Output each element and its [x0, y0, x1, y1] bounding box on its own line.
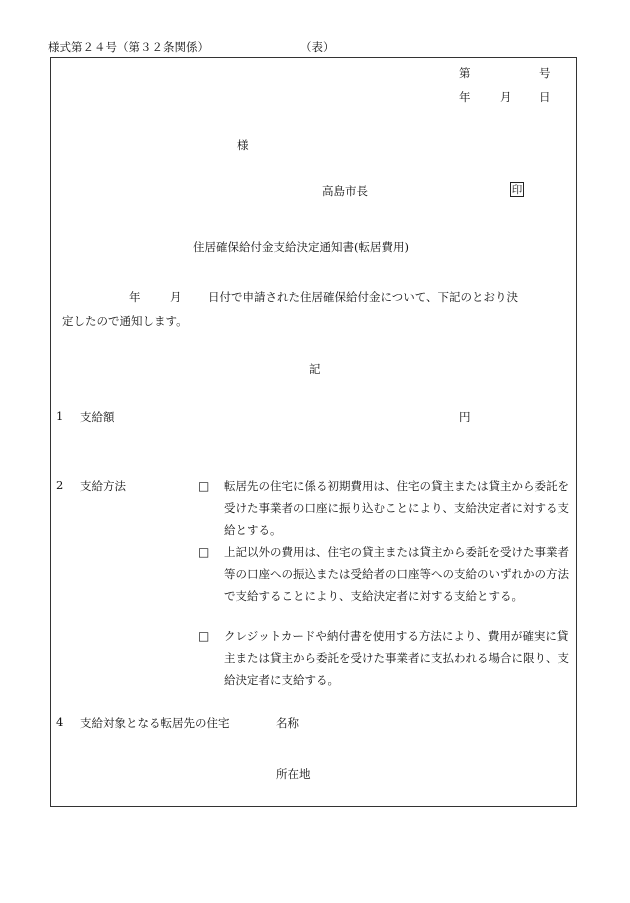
checkbox-icon[interactable]: □ — [198, 545, 210, 559]
checkbox-icon[interactable]: □ — [198, 479, 210, 493]
method-option-2 — [198, 541, 580, 629]
date-year-label: 年 — [459, 90, 471, 104]
intro-text-line1: 日付で申請された住居確保給付金について、下記のとおり決 — [208, 290, 519, 304]
item2-number: 2 — [56, 478, 64, 492]
checkbox-icon[interactable]: □ — [198, 629, 210, 643]
method-option-1 — [198, 475, 580, 541]
intro-month: 月 — [170, 290, 182, 304]
ki-heading: 記 — [309, 362, 321, 376]
doc-number-prefix: 第 — [459, 66, 471, 80]
date-month-label: 月 — [500, 90, 512, 104]
doc-number-suffix: 号 — [539, 66, 551, 80]
form-number-label: 様式第２４号（第３２条関係） — [48, 40, 209, 54]
item1-label: 支給額 — [80, 410, 115, 424]
method-option-text: 上記以外の費用は、住宅の貸主または貸主から委託を受けた事業者等の口座への振込または受給者の口座等への支給のいずれかの方法で支給することにより、支給決定者に対する支給とする。 — [224, 545, 569, 603]
residence-address-label: 所在地 — [276, 767, 311, 781]
form-frame — [50, 57, 577, 807]
intro-text-line2: 定したので通知します。 — [62, 314, 188, 328]
amount-unit: 円 — [459, 410, 471, 424]
sender-name: 高島市長 — [322, 184, 368, 198]
date-day-label: 日 — [539, 90, 551, 104]
front-side-label: （表） — [300, 40, 335, 54]
addressee-honorific: 様 — [237, 138, 249, 152]
residence-name-label: 名称 — [276, 716, 299, 730]
document-title: 住居確保給付金支給決定通知書(転居費用) — [193, 240, 409, 254]
method-option-text: 転居先の住宅に係る初期費用は、住宅の貸主または貸主から委託を受けた事業者の口座に振り込むことにより、支給決定者に対する支給とする。 — [224, 479, 569, 537]
item1-number: 1 — [56, 409, 64, 423]
seal-mark: 印 — [511, 184, 523, 196]
item4-number: 4 — [56, 715, 64, 729]
item4-label: 支給対象となる転居先の住宅 — [80, 716, 230, 730]
item2-label: 支給方法 — [80, 479, 126, 493]
intro-year: 年 — [129, 290, 141, 304]
method-option-text: クレジットカードや納付書を使用する方法により、費用が確実に貸主または貸主から委託を受けた事業者に支払われる場合に限り、支給決定者に支給する。 — [224, 629, 569, 687]
method-option-3 — [198, 625, 580, 691]
